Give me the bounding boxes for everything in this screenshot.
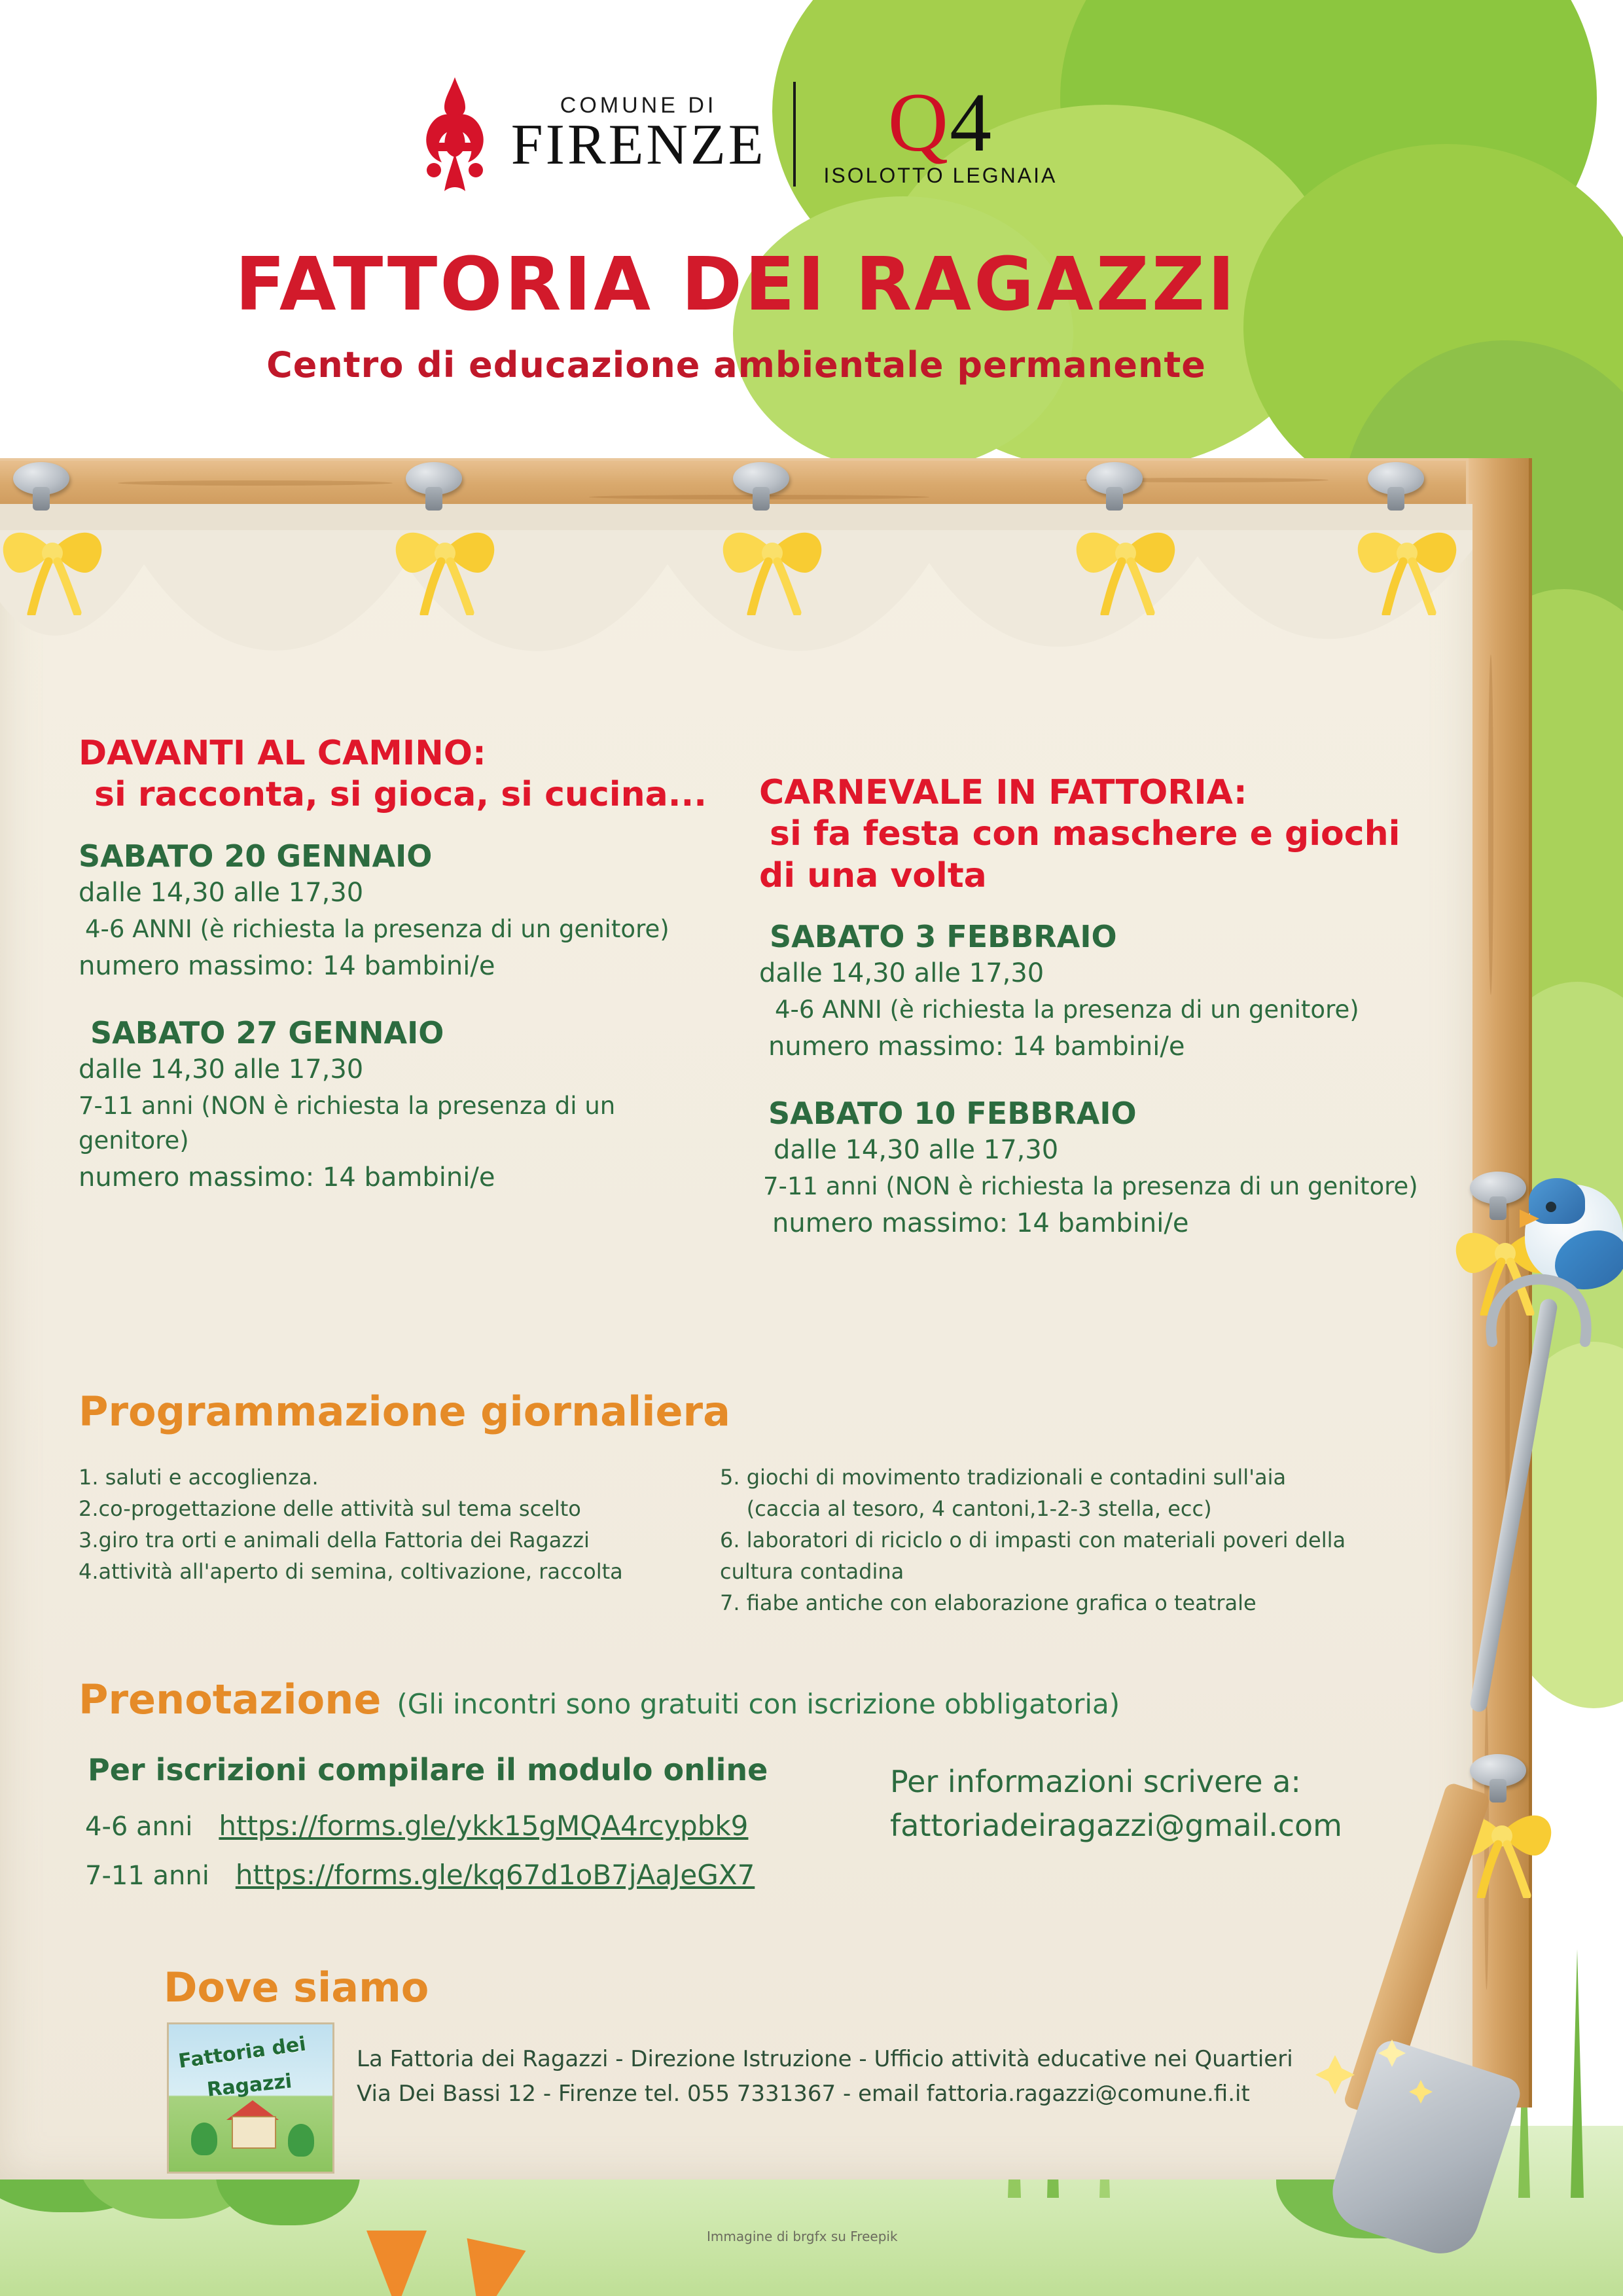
left-event-1 xyxy=(79,838,733,985)
right-event-2 xyxy=(759,1096,1453,1242)
bird-eye-icon xyxy=(1546,1202,1556,1212)
booking-note: (Gli incontri sono gratuiti con iscrizione obbligatoria) xyxy=(397,1688,1120,1720)
right-event-2-ages: 7-11 anni (NON è richiesta la presenza di un genitore) xyxy=(763,1172,1418,1200)
image-credit: Immagine di brgfx su Freepik xyxy=(707,2229,898,2244)
left-event-2-time: dalle 14,30 alle 17,30 xyxy=(79,1054,364,1085)
quarter-number: 4 xyxy=(950,76,993,169)
location-line-1: La Fattoria dei Ragazzi - Direzione Istruzione - Ufficio attività educative nei Quartieri xyxy=(357,2046,1293,2072)
rake-head-icon xyxy=(1472,1263,1603,1368)
left-event-2 xyxy=(79,1015,733,1196)
right-event-2-max: numero massimo: 14 bambini/e xyxy=(772,1208,1189,1238)
programme-item: 7. fiabe antiche con elaborazione grafica o teatrale xyxy=(720,1590,1257,1615)
left-section-title-line2: si racconta, si gioca, si cucina... xyxy=(94,775,707,815)
ribbon-bow-3 xyxy=(713,517,831,615)
ribbon-bow-4 xyxy=(1067,517,1185,615)
comune-label: COMUNE DI xyxy=(560,93,717,118)
nail-7 xyxy=(1470,1754,1526,1787)
florence-lily-icon xyxy=(416,72,494,196)
programme-list-left xyxy=(79,1462,681,1619)
left-section-title-line1: DAVANTI AL CAMINO: xyxy=(79,734,486,773)
comune-wordmark xyxy=(510,93,766,177)
logo-divider xyxy=(793,82,796,187)
right-event-1-time: dalle 14,30 alle 17,30 xyxy=(759,958,1044,989)
programme-item: 5. giochi di movimento tradizionali e contadini sull'aia xyxy=(720,1465,1287,1490)
farm-logo xyxy=(167,2022,334,2174)
ribbon-bow-2 xyxy=(386,517,504,615)
quarter-letters xyxy=(823,76,1057,169)
nail-4 xyxy=(1086,462,1143,495)
nail-3 xyxy=(733,462,789,495)
programme-item: 3.giro tra orti e animali della Fattoria dei Ragazzi xyxy=(79,1528,590,1552)
info-email[interactable]: fattoriadeiragazzi@gmail.com xyxy=(890,1807,1342,1843)
info-label: Per informazioni scrivere a: xyxy=(890,1764,1301,1799)
left-event-2-max: numero massimo: 14 bambini/e xyxy=(79,1162,495,1193)
page-title: FATTORIA DEI RAGAZZI xyxy=(235,242,1238,327)
programme-item: 2.co-progettazione delle attività sul tema scelto xyxy=(79,1496,581,1521)
quarter-logo xyxy=(823,76,1058,187)
right-event-2-day: SABATO 10 FEBBRAIO xyxy=(768,1095,1137,1131)
ribbon-bow-1 xyxy=(0,517,111,615)
grass-tuft-5 xyxy=(1571,1949,1584,2198)
farm-logo-tree-icon-1 xyxy=(191,2123,217,2155)
quarter-sub-label: ISOLOTTO LEGNAIA xyxy=(823,163,1058,187)
booking-age-label-2: 7-11 anni xyxy=(85,1861,209,1891)
left-event-2-ages: 7-11 anni (NON è richiesta la presenza di un genitore) xyxy=(79,1091,616,1155)
nail-1 xyxy=(13,462,69,495)
right-event-1-day: SABATO 3 FEBBRAIO xyxy=(770,919,1117,955)
right-event-1-max: numero massimo: 14 bambini/e xyxy=(768,1031,1185,1062)
left-event-1-time: dalle 14,30 alle 17,30 xyxy=(79,877,364,908)
location-heading: Dove siamo xyxy=(164,1964,429,2011)
farm-logo-text-2: Ragazzi xyxy=(205,2070,293,2102)
left-event-1-ages: 4-6 ANNI (è richiesta la presenza di un genitore) xyxy=(85,914,669,943)
booking-info-block xyxy=(890,1752,1387,1891)
right-section-title-line2: si fa festa con maschere e giochi xyxy=(770,814,1400,854)
right-event-1 xyxy=(759,919,1453,1066)
programme-item: 4.attività all'aperto di semina, coltivazione, raccolta xyxy=(79,1559,623,1584)
firenze-label: FIRENZE xyxy=(510,113,766,177)
section-davanti-al-camino xyxy=(79,733,733,1196)
location-address-block xyxy=(357,2042,1436,2111)
programme-heading: Programmazione giornaliera xyxy=(79,1388,730,1435)
nail-6 xyxy=(1470,1172,1526,1204)
left-event-1-max: numero massimo: 14 bambini/e xyxy=(79,950,495,981)
section-carnevale-in-fattoria xyxy=(759,772,1453,1242)
programme-list-right xyxy=(720,1462,1374,1619)
booking-forms-block xyxy=(79,1752,851,1891)
page-subtitle: Centro di educazione ambientale permanente xyxy=(266,344,1206,386)
right-section-title-line1: CARNEVALE IN FATTORIA: xyxy=(759,773,1247,812)
booking-link-7-11[interactable]: https://forms.gle/kq67d1oB7jAaJeGX7 xyxy=(235,1859,755,1891)
booking-heading: Prenotazione xyxy=(79,1676,382,1723)
institutional-logos xyxy=(0,72,1472,196)
bird-beak-icon xyxy=(1520,1210,1539,1228)
programme-item: (caccia al tesoro, 4 cantoni,1-2-3 stella, ecc) xyxy=(720,1496,1212,1521)
programme-item: 1. saluti e accoglienza. xyxy=(79,1465,319,1490)
nail-2 xyxy=(406,462,462,495)
booking-link-4-6[interactable]: https://forms.gle/ykk15gMQA4rcypbk9 xyxy=(219,1810,749,1842)
section-programmazione xyxy=(79,1388,1387,1619)
poster-header xyxy=(0,72,1472,386)
section-dove-siamo xyxy=(164,1964,1407,2011)
programme-item: cultura contadina xyxy=(720,1559,904,1584)
right-section-title-line3: di una volta xyxy=(759,855,987,895)
nail-5 xyxy=(1368,462,1424,495)
quarter-letter: Q xyxy=(887,76,950,169)
right-event-1-ages: 4-6 ANNI (è richiesta la presenza di un genitore) xyxy=(775,996,1359,1024)
programme-item: 6. laboratori di riciclo o di impasti con materiali poveri della xyxy=(720,1528,1346,1552)
farm-logo-tree-icon-2 xyxy=(288,2124,314,2157)
farm-logo-house-icon xyxy=(232,2116,276,2149)
farm-logo-text-1: Fattoria dei xyxy=(177,2032,308,2073)
booking-form-heading: Per iscrizioni compilare il modulo online xyxy=(88,1752,768,1787)
right-event-2-time: dalle 14,30 alle 17,30 xyxy=(774,1134,1059,1165)
booking-age-label-1: 4-6 anni xyxy=(85,1812,193,1842)
section-prenotazione xyxy=(79,1676,1387,1891)
left-event-2-day: SABATO 27 GENNAIO xyxy=(90,1014,444,1050)
location-line-2: Via Dei Bassi 12 - Firenze tel. 055 7331367 - email fattoria.ragazzi@comune.fi.it xyxy=(357,2080,1250,2107)
left-event-1-day: SABATO 20 GENNAIO xyxy=(79,838,433,874)
carrot-1 xyxy=(366,2231,427,2296)
ribbon-bow-5 xyxy=(1348,517,1466,615)
